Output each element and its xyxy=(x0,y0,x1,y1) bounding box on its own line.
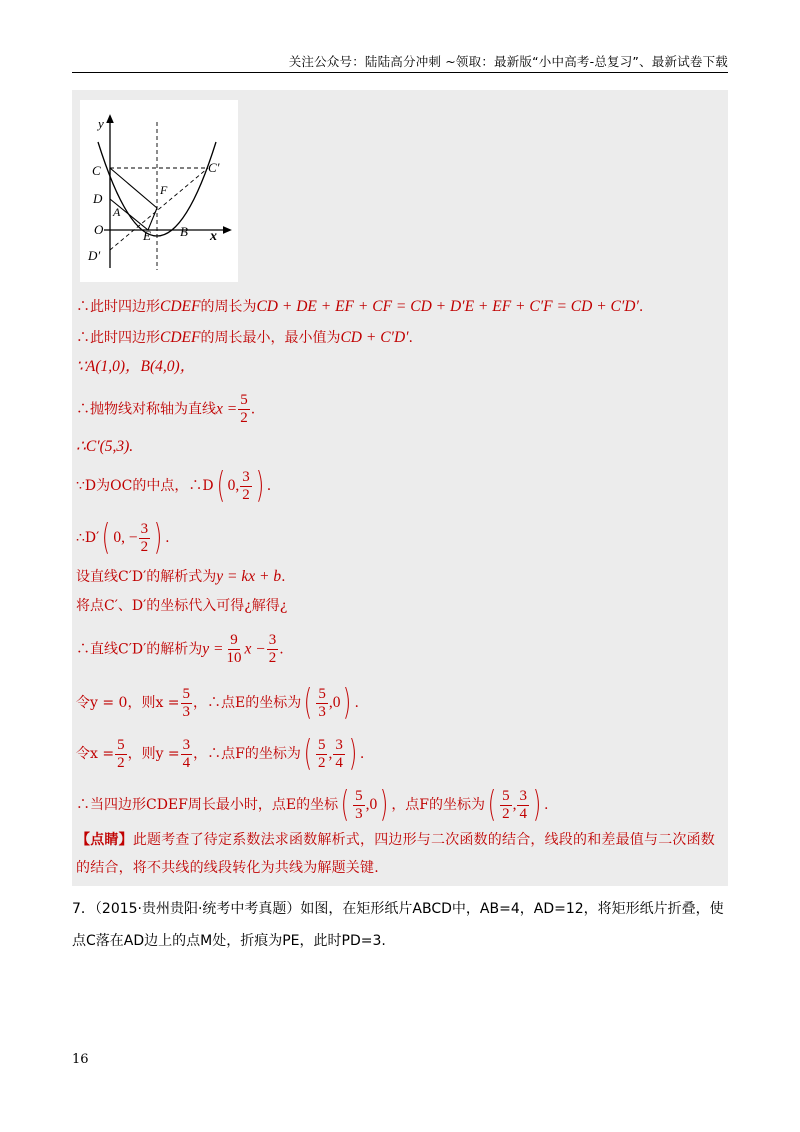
solution-line-13: ∴当四边形CDEF周长最小时，点E的坐标( $\frac{5}{3}$ ,0) ，点F的坐标为( $\frac{5}{2}$ , $\frac{3}{4}$ ) . xyxy=(76,784,549,825)
solution-line-12: 令x = $\frac{5}{2}$ ，则y = $\frac{3}{4}$ ，∴点F的坐标为( $\frac{5}{2}$ , $\frac{3}{4}$ ) . xyxy=(76,733,365,774)
solution-line-11: 令y = 0，则x = $\frac{5}{3}$ ，∴点E的坐标为( $\frac{5}{3}$ ,0) . xyxy=(76,682,359,723)
x-label: x xyxy=(210,229,217,244)
key-point-comment xyxy=(76,826,726,882)
header-rule xyxy=(72,72,728,73)
c-label: C xyxy=(92,163,101,178)
solution-line-6: ∵D为OC的中点，∴D( 0, $\frac{3}{2}$ ) . xyxy=(76,465,272,506)
solution-line-9: 将点C′、D′的坐标代入可得¿解得¿ xyxy=(76,598,288,614)
b-label: B xyxy=(180,224,188,239)
solution-line-4: ∴抛物线对称轴为直线x = $\frac{5}{2}$ . xyxy=(76,392,256,426)
solution-line-7: ∴D′( 0, − $\frac{3}{2}$ ) . xyxy=(76,517,170,558)
key-point-tag: 【点睛】 xyxy=(76,832,133,848)
key-point-text: 此题考查了待定系数法求函数解析式，四边形与二次函数的结合，线段的和差最值与二次函数的结合，将不共线的线段转化为共线为解题关键. xyxy=(76,832,716,876)
y-label: y xyxy=(98,116,104,131)
solution-line-5: ∴C′(5,3). xyxy=(76,438,134,455)
solution-line-3: ∵A(1,0)，B(4,0)， xyxy=(76,358,196,375)
solution-line-2: ∴此时四边形CDEF的周长最小，最小值为CD + C′D′. xyxy=(76,329,413,346)
parabola-figure xyxy=(80,100,238,282)
solution-line-8: 设直线C′D′的解析式为y = kx + b. xyxy=(76,568,286,585)
a-label: A xyxy=(113,205,121,219)
solution-line-1: ∴此时四边形CDEF的周长为CD + DE + EF + CF = CD + D′E + EF + C′F = CD + C′D′. xyxy=(76,298,644,315)
c-prime-label: C′ xyxy=(208,160,220,175)
e-label: E xyxy=(143,228,151,243)
page-number: 16 xyxy=(72,1052,89,1067)
question-7: 7．（2015·贵州贵阳·统考中考真题）如图，在矩形纸片ABCD中，AB=4，AD=12，将矩形纸片折叠，使点C落在AD边上的点M处，折痕为PE，此时PD=3. xyxy=(72,901,724,949)
parabola-graph xyxy=(80,100,238,282)
page-header: 关注公众号：陆陆高分冲刺 ~领取：最新版“小中高考-总复习”、最新试卷下载 xyxy=(288,54,728,69)
solution-line-10: ∴直线C′D′的解析为y = $\frac{9}{10}$ x − $\frac{3}{2}$ . xyxy=(76,632,284,666)
o-label: O xyxy=(94,222,104,237)
d-prime-label: D′ xyxy=(88,248,101,263)
f-label: F xyxy=(160,183,168,197)
d-label: D xyxy=(93,191,103,206)
